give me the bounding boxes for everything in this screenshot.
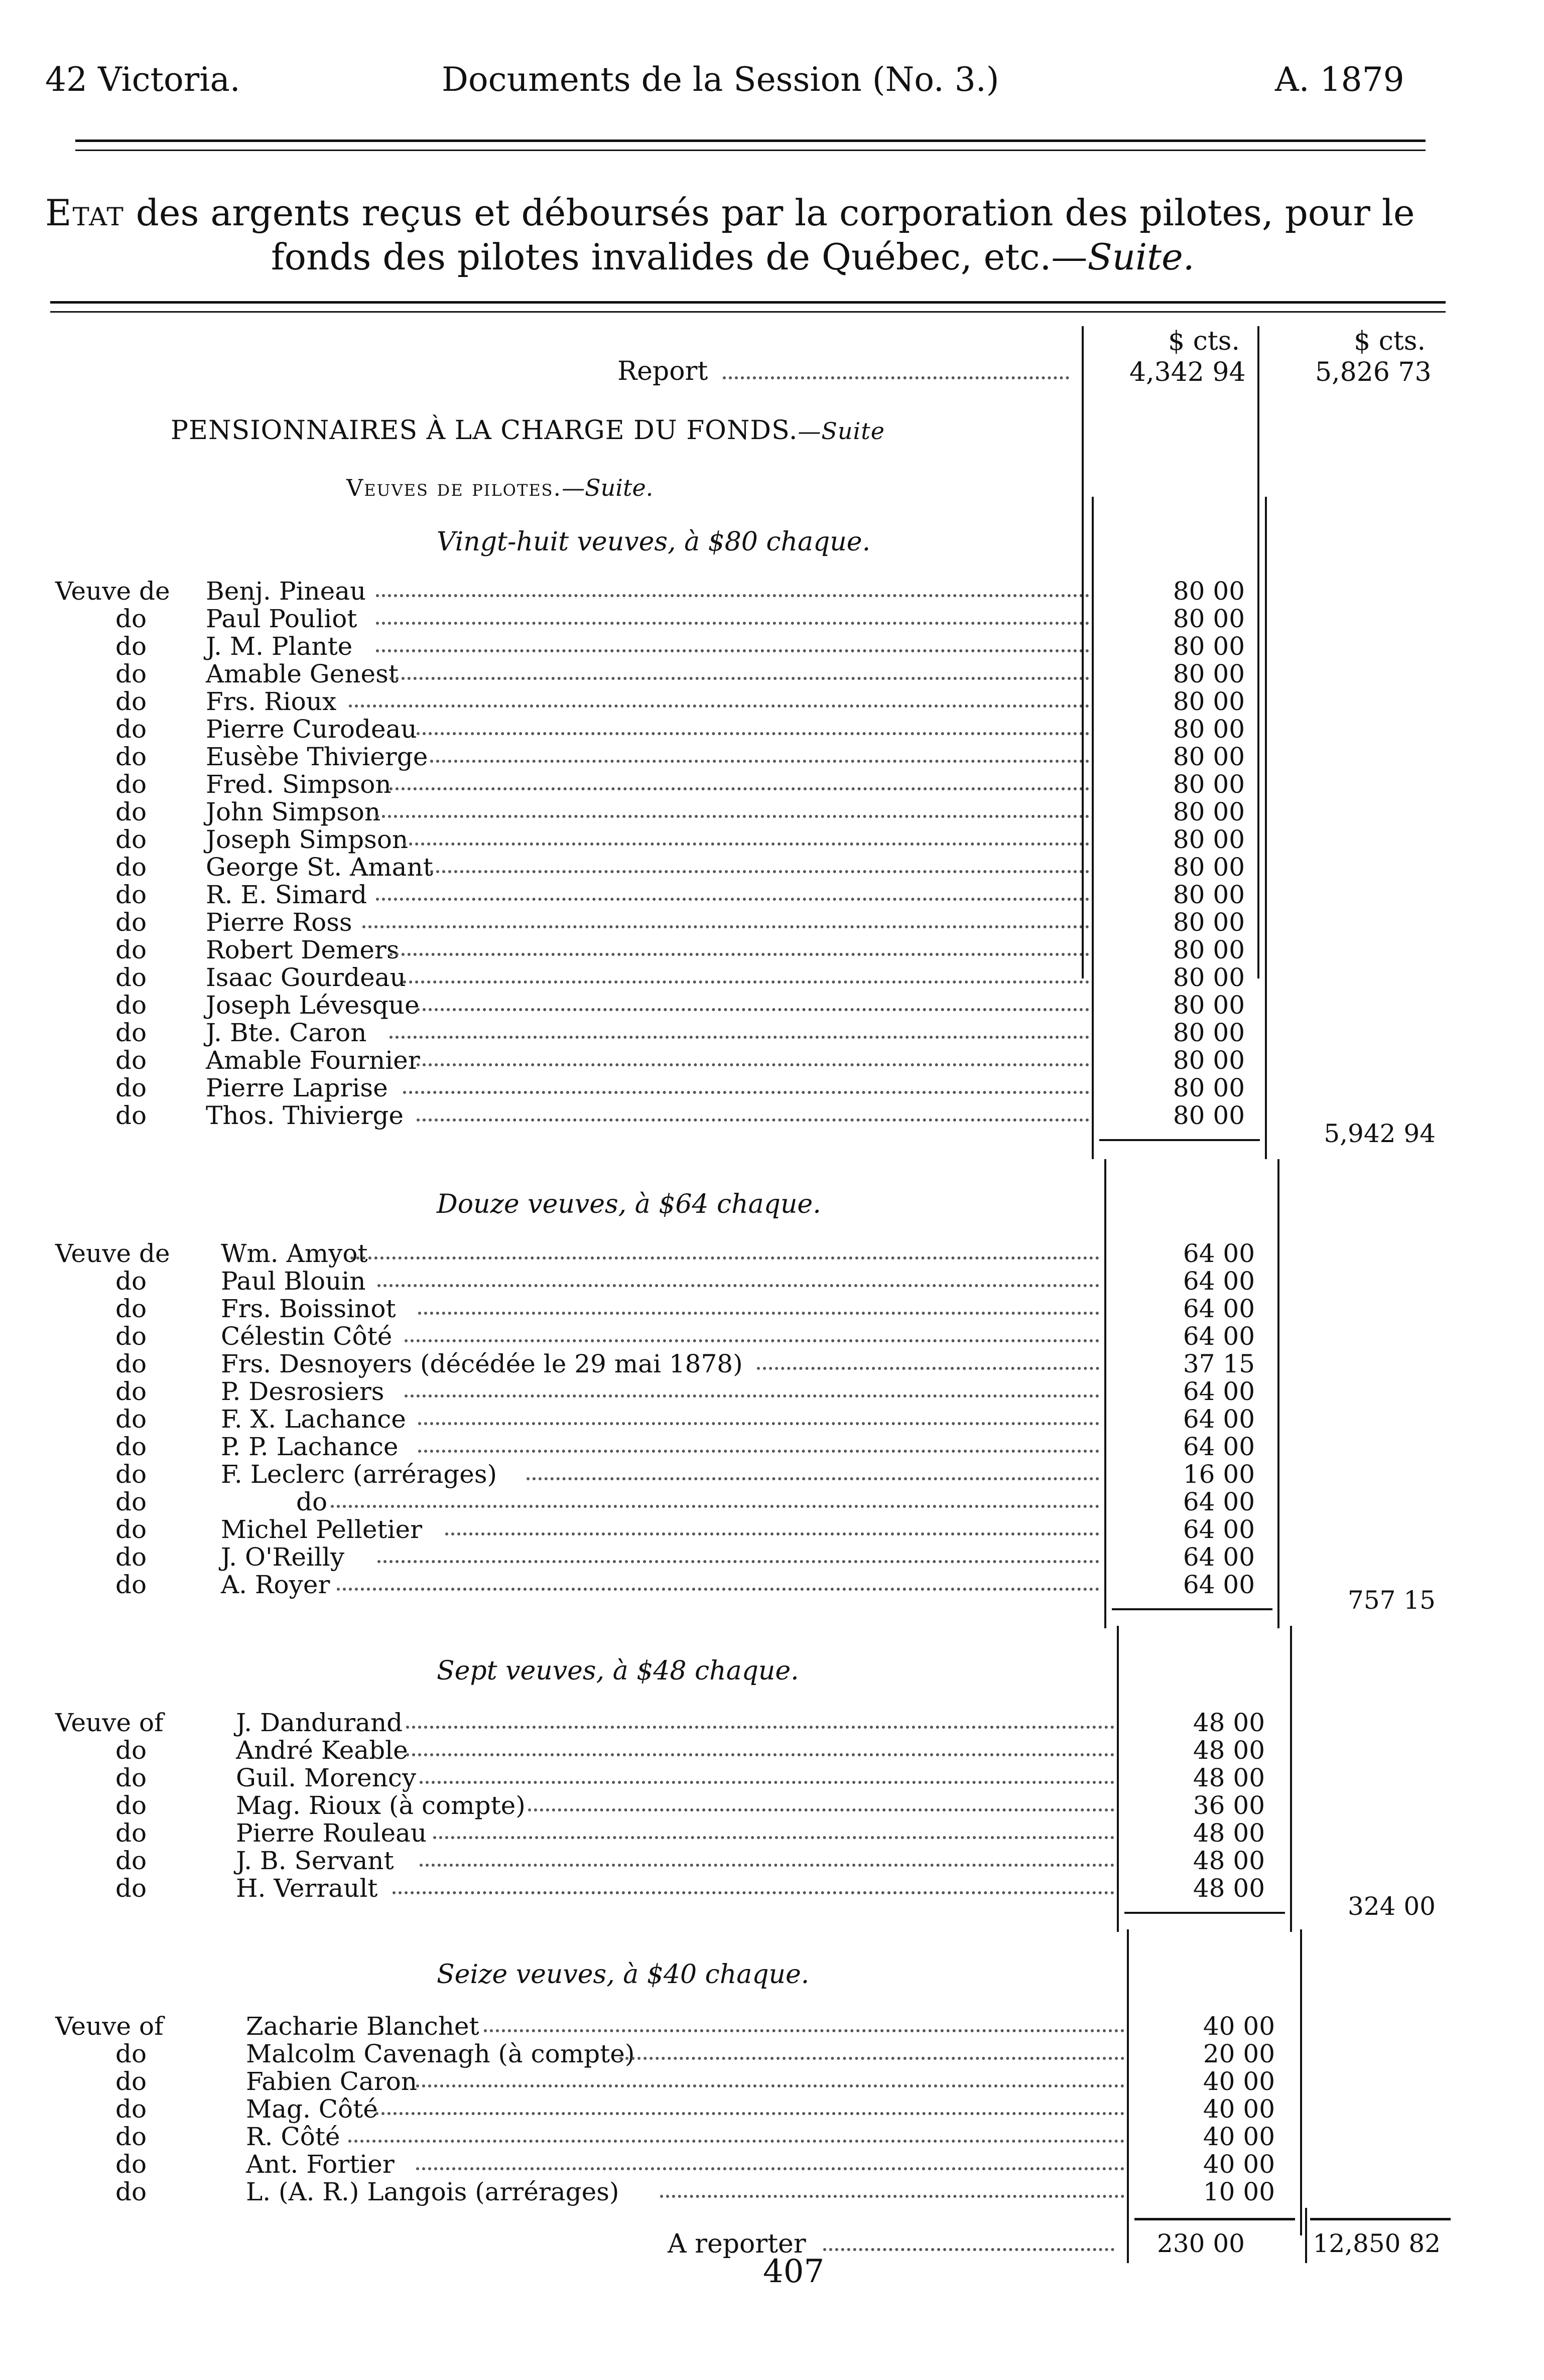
row-prefix: do: [115, 1487, 147, 1516]
table-row: [0, 2040, 1544, 2068]
row-name: Benj. Pineau: [206, 577, 366, 606]
row-leader: [484, 2029, 1124, 2032]
row-leader: [420, 1781, 1114, 1784]
table-row: [0, 2150, 1544, 2178]
table-row: [0, 2178, 1544, 2206]
column-rule: [1290, 1626, 1292, 1932]
main-heading-suite: —Suite: [798, 417, 885, 445]
row-leader: [405, 1339, 1099, 1342]
column-header-2: $ cts.: [1354, 326, 1426, 356]
table-row: [0, 1709, 1544, 1737]
table-row: [0, 1046, 1544, 1074]
row-leader: [430, 870, 1089, 873]
row-name: André Keable: [236, 1736, 408, 1765]
row-prefix: do: [115, 1405, 147, 1434]
table-row: [0, 936, 1544, 964]
page-number: 407: [763, 2253, 825, 2290]
row-name: Pierre Curodeau: [206, 715, 417, 744]
row-prefix: do: [115, 2067, 147, 2096]
row-amount: 48 00: [1193, 1763, 1265, 1792]
table-row: [0, 1847, 1544, 1875]
sub-heading-suite: —Suite.: [562, 474, 654, 501]
table-row: [0, 743, 1544, 771]
row-name: Fabien Caron: [246, 2067, 418, 2096]
table-row: [0, 1791, 1544, 1819]
row-name: J. M. Plante: [206, 632, 353, 661]
row-amount: 64 00: [1183, 1487, 1255, 1516]
row-prefix: do: [115, 1515, 147, 1544]
row-name: R. E. Simard: [206, 880, 367, 909]
row-name: Pierre Ross: [206, 908, 352, 937]
row-amount: 80 00: [1173, 659, 1245, 688]
row-prefix: do: [115, 825, 147, 854]
title-line2: fonds des pilotes invalides de Québec, etc.—: [271, 236, 1088, 278]
row-amount: 64 00: [1183, 1267, 1255, 1296]
row-name: J. O'Reilly: [221, 1543, 345, 1572]
table-row: [0, 1350, 1544, 1378]
row-prefix: do: [115, 1791, 147, 1820]
row-amount: 16 00: [1183, 1460, 1255, 1489]
subtotal-rule: [1112, 1608, 1272, 1610]
row-amount: 80 00: [1173, 1101, 1245, 1130]
table-row: [0, 1405, 1544, 1433]
row-name: Pierre Laprise: [206, 1073, 388, 1102]
row-leader: [430, 760, 1089, 763]
row-leader: [417, 1008, 1089, 1011]
row-prefix: do: [115, 1073, 147, 1102]
row-leader: [417, 1118, 1089, 1122]
table-row: [0, 687, 1544, 716]
column-rule: [1092, 497, 1094, 1159]
header-left: 42 Victoria.: [45, 60, 240, 99]
row-amount: 37 15: [1183, 1349, 1255, 1378]
column-rule: [1104, 1159, 1106, 1628]
row-name: Célestin Côté: [221, 1322, 393, 1351]
row-name: Fred. Simpson: [206, 770, 392, 799]
row-amount: 64 00: [1183, 1377, 1255, 1406]
row-prefix: do: [115, 2094, 147, 2124]
table-row: [0, 1267, 1544, 1295]
table-row: [0, 2095, 1544, 2123]
row-leader: [416, 2167, 1124, 2170]
row-amount: 48 00: [1193, 1874, 1265, 1903]
row-amount: 40 00: [1203, 2012, 1275, 2041]
row-amount: 48 00: [1193, 1818, 1265, 1848]
row-amount: 80 00: [1173, 1073, 1245, 1102]
report-col1: 4,342 94: [1129, 357, 1246, 387]
row-leader: [350, 1256, 1099, 1259]
column-rule: [1257, 326, 1259, 978]
column-rule: [1082, 326, 1084, 978]
section-heading: Vingt-huit veuves, à $80 chaque.: [437, 527, 871, 557]
row-prefix: Veuve de: [55, 577, 170, 606]
row-prefix: do: [115, 659, 147, 688]
row-leader: [376, 594, 1089, 597]
row-amount: 40 00: [1203, 2122, 1275, 2151]
section-total: 5,942 94: [1324, 1119, 1436, 1148]
row-amount: 48 00: [1193, 1846, 1265, 1875]
row-name: Mag. Rioux (à compte): [236, 1791, 526, 1820]
row-amount: 80 00: [1173, 991, 1245, 1020]
table-row: [0, 881, 1544, 909]
row-leader: [337, 1588, 1099, 1591]
row-prefix: do: [115, 963, 147, 992]
row-name: Eusèbe Thivierge: [206, 742, 428, 771]
row-amount: 80 00: [1173, 963, 1245, 992]
row-prefix: do: [115, 1736, 147, 1765]
column-rule: [1117, 1626, 1119, 1932]
row-prefix: do: [115, 1101, 147, 1130]
table-row: [0, 1433, 1544, 1461]
row-amount: 80 00: [1173, 853, 1245, 882]
row-name: Frs. Rioux: [206, 687, 337, 716]
row-name: J. B. Servant: [236, 1846, 394, 1875]
row-prefix: do: [115, 1018, 147, 1047]
row-leader: [433, 1836, 1114, 1839]
table-row: [0, 853, 1544, 881]
title-line2-suite: Suite.: [1087, 236, 1195, 278]
table-row: [0, 2012, 1544, 2040]
row-leader: [403, 981, 1089, 984]
report-label: Report: [617, 356, 708, 386]
row-amount: 80 00: [1173, 1046, 1245, 1075]
row-leader: [406, 1753, 1114, 1756]
row-amount: 10 00: [1203, 2177, 1275, 2206]
row-name: Amable Genest: [206, 659, 399, 688]
table-row: [0, 577, 1544, 605]
row-leader: [390, 787, 1089, 790]
table-row: [0, 908, 1544, 936]
row-prefix: do: [115, 1543, 147, 1572]
row-name: H. Verrault: [236, 1874, 378, 1903]
table-row: [0, 2123, 1544, 2151]
row-prefix: do: [115, 880, 147, 909]
row-prefix: do: [115, 604, 147, 633]
header-right: A. 1879: [1275, 60, 1404, 99]
report-col2: 5,826 73: [1315, 357, 1432, 387]
row-amount: 80 00: [1173, 632, 1245, 661]
carry-forward-leader: [823, 2248, 1114, 2251]
column-rule: [1127, 1929, 1129, 2235]
row-prefix: do: [115, 1570, 147, 1599]
table-row: [0, 1377, 1544, 1406]
row-prefix: do: [115, 1846, 147, 1875]
row-leader: [348, 2140, 1124, 2143]
row-leader: [390, 953, 1089, 956]
row-leader: [420, 1864, 1114, 1867]
row-leader: [403, 1091, 1089, 1094]
row-prefix: do: [115, 1432, 147, 1461]
row-amount: 64 00: [1183, 1432, 1255, 1461]
table-row: [0, 963, 1544, 992]
row-amount: 48 00: [1193, 1736, 1265, 1765]
table-row: [0, 715, 1544, 743]
row-amount: 80 00: [1173, 687, 1245, 716]
row-name: A. Royer: [221, 1570, 330, 1599]
row-name: F. Leclerc (arrérages): [221, 1460, 497, 1489]
row-amount: 80 00: [1173, 577, 1245, 606]
row-prefix: do: [115, 1294, 147, 1323]
row-leader: [527, 1477, 1099, 1480]
row-prefix: do: [115, 1874, 147, 1903]
row-name: Robert Demers: [206, 935, 400, 964]
row-name: Paul Pouliot: [206, 604, 357, 633]
row-amount: 64 00: [1183, 1543, 1255, 1572]
row-prefix: Veuve of: [55, 1708, 164, 1737]
row-prefix: Veuve de: [55, 1239, 170, 1268]
row-name: Michel Pelletier: [221, 1515, 423, 1544]
total-rule: [1134, 2218, 1295, 2220]
main-heading-text: PENSIONNAIRES À LA CHARGE DU FONDS.: [171, 415, 798, 446]
row-prefix: do: [115, 742, 147, 771]
row-prefix: do: [115, 1818, 147, 1848]
row-name: Guil. Morency: [236, 1763, 417, 1792]
table-row: [0, 1460, 1544, 1488]
row-leader: [418, 1450, 1099, 1453]
row-leader: [362, 925, 1089, 928]
row-prefix: do: [115, 1460, 147, 1489]
table-row: [0, 770, 1544, 798]
row-leader: [403, 843, 1089, 846]
row-leader: [376, 649, 1089, 652]
row-leader: [375, 2112, 1124, 2115]
row-amount: 64 00: [1183, 1294, 1255, 1323]
row-amount: 64 00: [1183, 1322, 1255, 1351]
row-amount: 80 00: [1173, 604, 1245, 633]
row-leader: [376, 622, 1089, 625]
row-leader: [418, 1312, 1099, 1315]
row-name: R. Côté: [246, 2122, 340, 2151]
row-leader: [390, 1036, 1089, 1039]
row-name: Frs. Desnoyers (décédée le 29 mai 1878): [221, 1349, 743, 1378]
row-leader: [757, 1367, 1099, 1370]
row-prefix: do: [115, 797, 147, 826]
row-prefix: do: [115, 908, 147, 937]
table-row: [0, 1736, 1544, 1764]
row-prefix: do: [115, 2039, 147, 2068]
section-heading: Douze veuves, à $64 chaque.: [437, 1189, 821, 1219]
row-leader: [445, 1532, 1099, 1535]
table-row: [0, 1543, 1544, 1571]
row-name: George St. Amant: [206, 853, 433, 882]
row-name: Ant. Fortier: [246, 2150, 395, 2179]
row-name: do: [296, 1487, 328, 1516]
header-center: Documents de la Session (No. 3.): [442, 60, 999, 99]
row-leader: [418, 1422, 1099, 1425]
row-prefix: do: [115, 2150, 147, 2179]
table-row: [0, 1239, 1544, 1268]
row-prefix: Veuve of: [55, 2012, 164, 2041]
table-row: [0, 660, 1544, 688]
row-leader: [417, 732, 1089, 735]
row-prefix: do: [115, 1349, 147, 1378]
row-name: P. Desrosiers: [221, 1377, 384, 1406]
row-prefix: do: [115, 2122, 147, 2151]
row-name: J. Bte. Caron: [206, 1018, 367, 1047]
table-row: [0, 1074, 1544, 1102]
row-amount: 40 00: [1203, 2150, 1275, 2179]
row-amount: 80 00: [1173, 1018, 1245, 1047]
row-name: Pierre Rouleau: [236, 1818, 427, 1848]
row-amount: 36 00: [1193, 1791, 1265, 1820]
sub-heading-text: Veuves de pilotes.: [346, 474, 562, 501]
row-leader: [331, 1505, 1099, 1508]
row-leader: [377, 1284, 1099, 1287]
carry-forward-label: A reporter: [668, 2229, 806, 2259]
table-row: [0, 605, 1544, 633]
total-rule: [1310, 2218, 1451, 2220]
row-amount: 64 00: [1183, 1570, 1255, 1599]
section-heading: Seize veuves, à $40 chaque.: [437, 1959, 810, 1990]
row-amount: 80 00: [1173, 770, 1245, 799]
column-rule: [1300, 1929, 1302, 2235]
row-leader: [660, 2195, 1124, 2198]
row-leader: [417, 1063, 1089, 1066]
table-row: [0, 1295, 1544, 1323]
table-row: [0, 991, 1544, 1019]
title-line1: des argents reçus et déboursés par la corporation des pilotes, pour le: [136, 192, 1415, 234]
row-prefix: do: [115, 1322, 147, 1351]
row-prefix: do: [115, 935, 147, 964]
row-name: Zacharie Blanchet: [246, 2012, 479, 2041]
row-amount: 80 00: [1173, 797, 1245, 826]
column-header-1: $ cts.: [1168, 326, 1240, 356]
table-row: [0, 1322, 1544, 1350]
table-row: [0, 1819, 1544, 1847]
row-name: John Simpson: [206, 797, 381, 826]
subtotal-rule: [1124, 1912, 1285, 1914]
row-name: Thos. Thivierge: [206, 1101, 404, 1130]
row-amount: 64 00: [1183, 1405, 1255, 1434]
row-leader: [406, 1726, 1114, 1729]
row-name: J. Dandurand: [236, 1708, 403, 1737]
row-leader: [349, 705, 1089, 708]
row-name: Wm. Amyot: [221, 1239, 368, 1268]
row-name: Joseph Simpson: [206, 825, 409, 854]
table-row: [0, 825, 1544, 854]
row-amount: 40 00: [1203, 2067, 1275, 2096]
table-row: [0, 798, 1544, 826]
row-prefix: do: [115, 853, 147, 882]
table-row: [0, 1488, 1544, 1516]
row-leader: [405, 1394, 1099, 1397]
row-prefix: do: [115, 1267, 147, 1296]
column-rule: [1277, 1159, 1279, 1628]
row-name: Paul Blouin: [221, 1267, 366, 1296]
row-name: Frs. Boissinot: [221, 1294, 396, 1323]
row-amount: 80 00: [1173, 715, 1245, 744]
row-amount: 20 00: [1203, 2039, 1275, 2068]
column-rule: [1265, 497, 1267, 1159]
row-name: Malcolm Cavenagh (à compte): [246, 2039, 635, 2068]
table-row: [0, 1515, 1544, 1544]
row-name: P. P. Lachance: [221, 1432, 399, 1461]
row-prefix: do: [115, 632, 147, 661]
title-lead: Etat: [45, 192, 124, 234]
row-amount: 80 00: [1173, 880, 1245, 909]
row-leader: [376, 815, 1089, 818]
row-leader: [390, 677, 1089, 680]
row-name: L. (A. R.) Langois (arrérages): [246, 2177, 619, 2206]
table-row: [0, 2067, 1544, 2095]
row-prefix: do: [115, 687, 147, 716]
table-row: [0, 1019, 1544, 1047]
row-amount: 80 00: [1173, 908, 1245, 937]
row-name: Isaac Gourdeau: [206, 963, 406, 992]
row-amount: 64 00: [1183, 1239, 1255, 1268]
row-prefix: do: [115, 715, 147, 744]
carry-forward-col1: 230 00: [1157, 2229, 1245, 2258]
row-amount: 64 00: [1183, 1515, 1255, 1544]
row-amount: 48 00: [1193, 1708, 1265, 1737]
row-prefix: do: [115, 770, 147, 799]
row-name: Mag. Côté: [246, 2094, 378, 2124]
row-prefix: do: [115, 991, 147, 1020]
row-prefix: do: [115, 1763, 147, 1792]
carry-forward-col2: 12,850 82: [1313, 2229, 1441, 2258]
row-amount: 80 00: [1173, 935, 1245, 964]
row-leader: [528, 1808, 1114, 1811]
section-total: 324 00: [1348, 1892, 1436, 1921]
row-amount: 80 00: [1173, 742, 1245, 771]
table-row: [0, 632, 1544, 660]
row-name: Joseph Lévesque: [206, 991, 420, 1020]
row-amount: 80 00: [1173, 825, 1245, 854]
section-heading: Sept veuves, à $48 chaque.: [437, 1656, 799, 1686]
row-leader: [376, 898, 1089, 901]
table-row: [0, 1764, 1544, 1792]
row-name: F. X. Lachance: [221, 1405, 406, 1434]
subtotal-rule: [1099, 1139, 1260, 1141]
row-leader: [619, 2057, 1124, 2060]
row-prefix: do: [115, 1377, 147, 1406]
row-leader: [377, 1560, 1099, 1563]
row-name: Amable Fournier: [206, 1046, 420, 1075]
row-leader: [416, 2084, 1124, 2087]
row-prefix: do: [115, 2177, 147, 2206]
row-amount: 40 00: [1203, 2094, 1275, 2124]
row-prefix: do: [115, 1046, 147, 1075]
row-leader: [393, 1891, 1114, 1894]
section-total: 757 15: [1348, 1586, 1436, 1615]
